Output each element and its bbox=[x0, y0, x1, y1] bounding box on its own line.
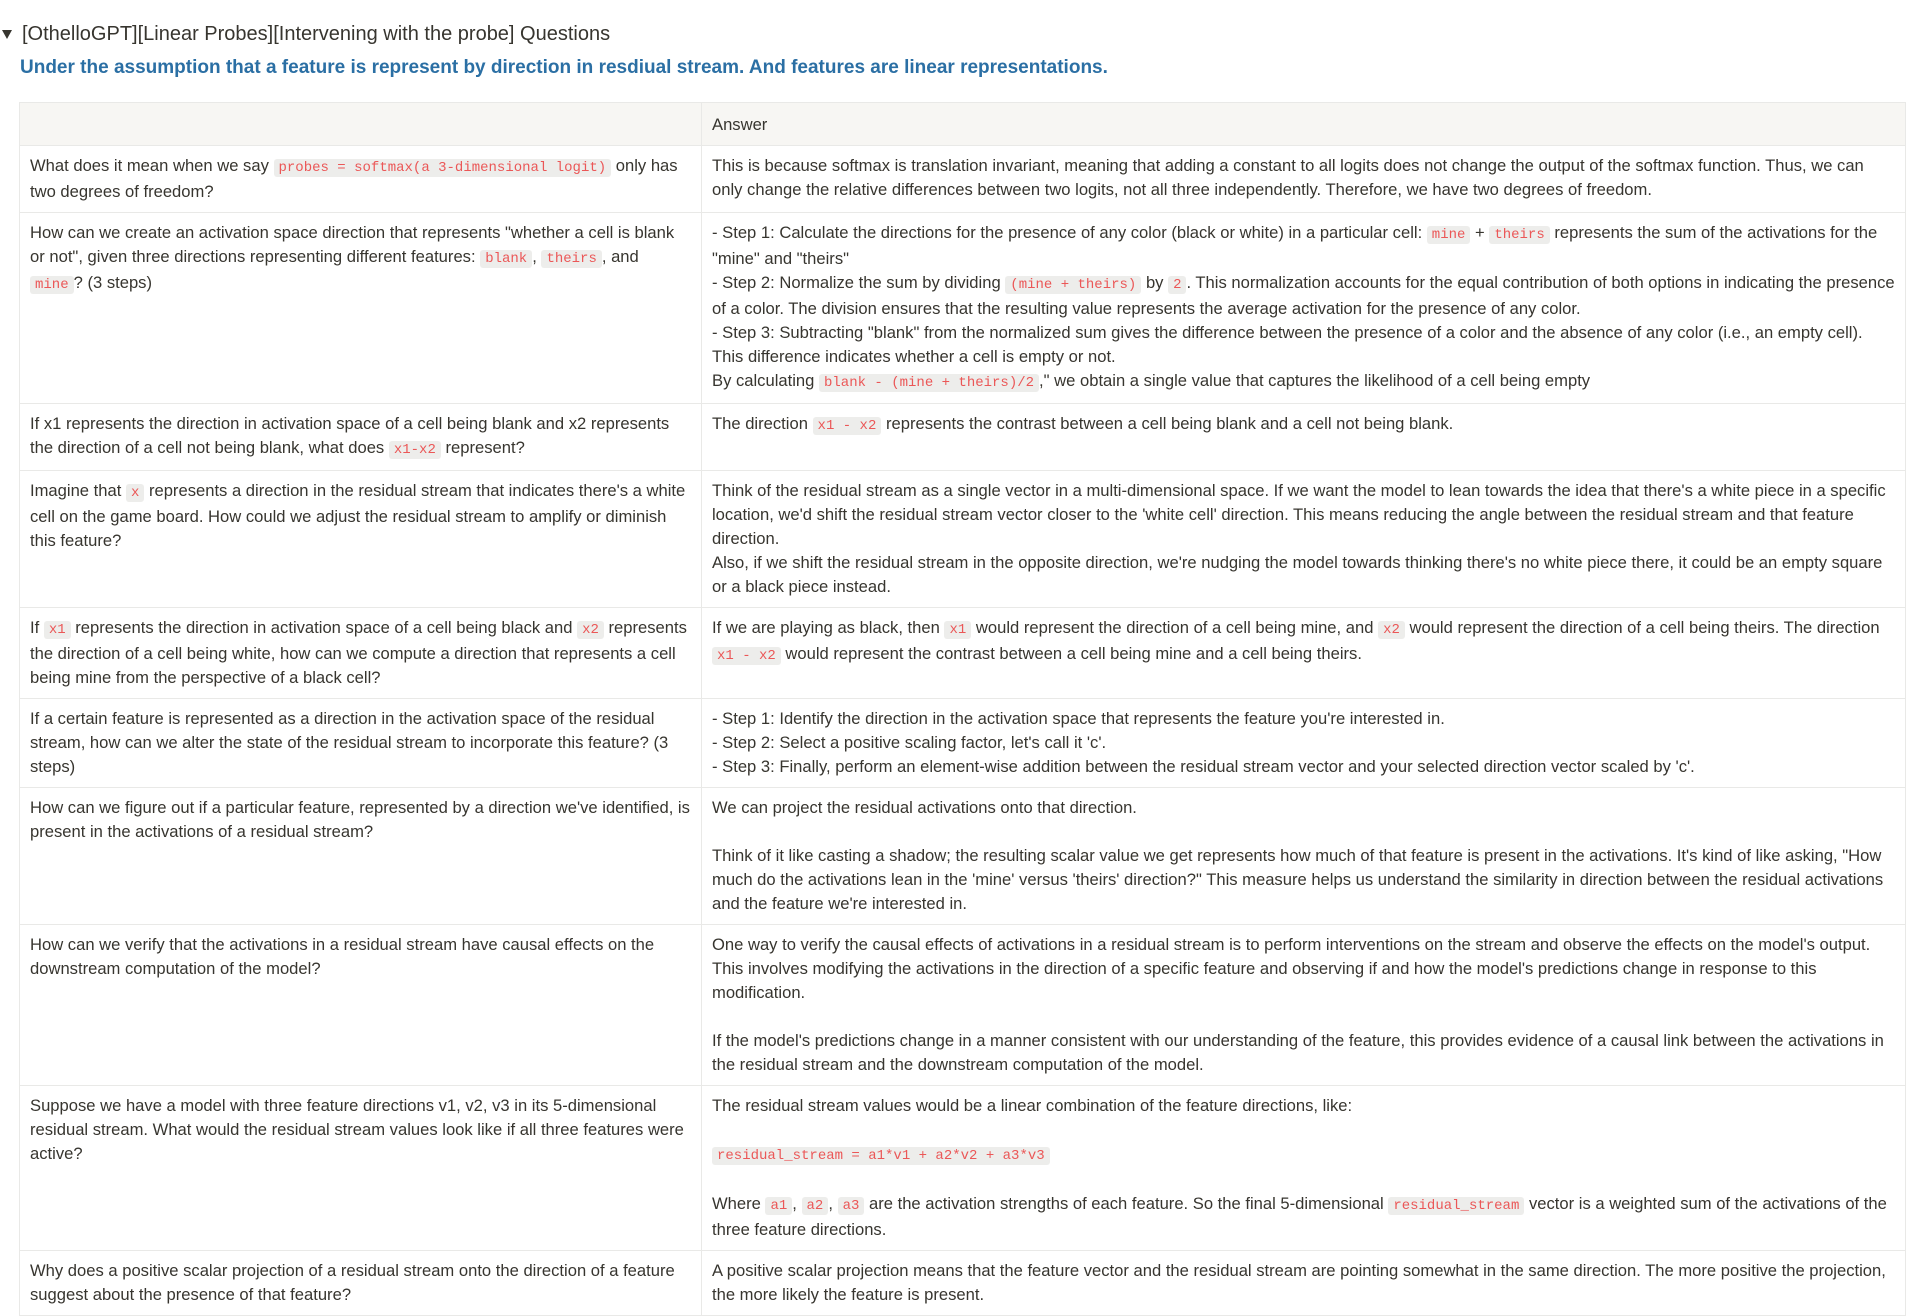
inline-code: x bbox=[126, 484, 144, 502]
answer-line: Think of it like casting a shadow; the resulting scalar value we get represents how much of that feature is present in the activations. It's kind of like asking, "How much do the activations lean in the 'mine' versus 'theirs' direction?" This measure helps us understand the similarity in direction between the residual activations and the feature we're interested in. bbox=[712, 846, 1884, 913]
blank-line bbox=[712, 820, 1895, 844]
inline-code: a2 bbox=[802, 1197, 829, 1215]
table-row bbox=[20, 788, 1906, 925]
answer-cell[interactable] bbox=[702, 1086, 1906, 1251]
inline-code: a1 bbox=[765, 1197, 792, 1215]
inline-code: 2 bbox=[1168, 276, 1186, 294]
table-row bbox=[20, 146, 1906, 213]
inline-code: mine bbox=[1427, 226, 1471, 244]
table-row bbox=[20, 1251, 1906, 1316]
question-cell[interactable]: Imagine that x represents a direction in the residual stream that indicates there's a white cell on the game board. How could we adjust the residual stream to amplify or diminish this feature? bbox=[20, 471, 702, 608]
blank-line bbox=[712, 1118, 1895, 1142]
answer-cell[interactable]: The direction x1 - x2 represents the contrast between a cell being blank and a cell not being blank. bbox=[702, 404, 1906, 471]
inline-code: probes = softmax(a 3-dimensional logit) bbox=[274, 159, 612, 177]
table-header-row bbox=[20, 103, 1906, 146]
answer-line: Think of the residual stream as a single vector in a multi-dimensional space. If we want the model to lean towards the idea that there's a white piece in a specific location, we'd shift the residual stream vector closer to the 'white cell' direction. This means reducing the angle between the residual stream and that feature direction. bbox=[712, 481, 1886, 548]
inline-code: x1-x2 bbox=[389, 441, 441, 459]
question-cell[interactable]: Suppose we have a model with three feature directions v1, v2, v3 in its 5-dimensional residual stream. What would the residual stream values look like if all three features were active? bbox=[20, 1086, 702, 1251]
answer-line: The residual stream values would be a linear combination of the feature directions, like: bbox=[712, 1096, 1353, 1115]
inline-code: (mine + theirs) bbox=[1005, 276, 1141, 294]
inline-code: x1 - x2 bbox=[712, 647, 781, 665]
answer-cell[interactable] bbox=[702, 699, 1906, 788]
inline-code: theirs bbox=[541, 250, 601, 268]
table-row bbox=[20, 608, 1906, 699]
answer-cell[interactable] bbox=[702, 788, 1906, 925]
answer-line: - Step 3: Subtracting "blank" from the normalized sum gives the difference between the presence of a color and the absence of any color (i.e., an empty cell). This difference indicates whether a cell is empty or not. bbox=[712, 323, 1863, 366]
answer-cell[interactable] bbox=[702, 925, 1906, 1086]
inline-code: residual_stream bbox=[1388, 1197, 1524, 1215]
inline-code: residual_stream = a1*v1 + a2*v2 + a3*v3 bbox=[712, 1147, 1050, 1165]
inline-code: blank bbox=[480, 250, 532, 268]
answer-line: - Step 2: Normalize the sum by dividing (mine + theirs) by 2 . This normalization accounts for the equal contribution of both options in indicating the presence of a color. The division ensures that the resulting value represents the average activation for the presence of any color. bbox=[712, 273, 1895, 318]
table-row bbox=[20, 404, 1906, 471]
table-row bbox=[20, 213, 1906, 404]
subtitle: Under the assumption that a feature is represent by direction in resdiual stream. And features are linear representations. bbox=[20, 57, 1108, 78]
toggle-block[interactable] bbox=[0, 18, 610, 50]
inline-code: blank - (mine + theirs)/2 bbox=[819, 374, 1039, 392]
question-cell[interactable]: If a certain feature is represented as a direction in the activation space of the residual stream, how can we alter the state of the residual stream to incorporate this feature? (3 steps) bbox=[20, 699, 702, 788]
table-row bbox=[20, 1086, 1906, 1251]
inline-code: mine bbox=[30, 276, 74, 294]
answer-line: Also, if we shift the residual stream in the opposite direction, we're nudging the model towards thinking there's no white piece there, it could be an empty square or a black piece instead. bbox=[712, 553, 1883, 596]
page-title: [OthelloGPT][Linear Probes][Intervening with the probe] Questions bbox=[22, 22, 611, 45]
header-question[interactable] bbox=[20, 103, 702, 146]
answer-line: If the model's predictions change in a manner consistent with our understanding of the feature, this provides evidence of a causal link between the activations in the residual stream and the downstream computation of the model. bbox=[712, 1031, 1884, 1074]
question-cell[interactable]: How can we figure out if a particular feature, represented by a direction we've identified, is present in the activations of a residual stream? bbox=[20, 788, 702, 925]
inline-code: x1 bbox=[44, 621, 71, 639]
header-answer[interactable]: Answer bbox=[702, 103, 1906, 146]
qa-table bbox=[19, 102, 1906, 1316]
answer-line: - Step 2: Select a positive scaling factor, let's call it 'c'. bbox=[712, 733, 1107, 752]
answer-cell[interactable]: This is because softmax is translation invariant, meaning that adding a constant to all logits does not change the output of the softmax function. Thus, we can only change the relative differences between two logits, not all three independently. Therefore, we have two degrees of freedom. bbox=[702, 146, 1906, 213]
inline-code: x1 bbox=[944, 621, 971, 639]
answer-cell[interactable] bbox=[702, 213, 1906, 404]
answer-cell[interactable]: If we are playing as black, then x1 would represent the direction of a cell being mine, and x2 would represent the direction of a cell being theirs. The direction x1 - x2 would represent the contrast between a cell being mine and a cell being theirs. bbox=[702, 608, 1906, 699]
answer-line: - Step 1: Identify the direction in the activation space that represents the feature you're interested in. bbox=[712, 709, 1445, 728]
blank-line bbox=[712, 1005, 1895, 1029]
answer-line: Where a1 , a2 , a3 are the activation strengths of each feature. So the final 5-dimensional residual_stream vector is a weighted sum of the activations of the three feature directions. bbox=[712, 1194, 1887, 1239]
inline-code: a3 bbox=[838, 1197, 865, 1215]
inline-code: x1 - x2 bbox=[813, 417, 882, 435]
inline-code: x2 bbox=[577, 621, 604, 639]
answer-cell[interactable]: A positive scalar projection means that the feature vector and the residual stream are pointing somewhat in the same direction. The more positive the projection, the more likely the feature is present. bbox=[702, 1251, 1906, 1316]
question-cell[interactable]: If x1 represents the direction in activation space of a cell being black and x2 represents the direction of a cell being white, how can we compute a direction that represents a cell being mine from the perspective of a black cell? bbox=[20, 608, 702, 699]
caret-down-icon[interactable] bbox=[2, 30, 12, 39]
blank-line bbox=[712, 1168, 1895, 1192]
answer-cell[interactable] bbox=[702, 471, 1906, 608]
table-row bbox=[20, 925, 1906, 1086]
question-cell[interactable]: What does it mean when we say probes = softmax(a 3-dimensional logit) only has two degrees of freedom? bbox=[20, 146, 702, 213]
inline-code: theirs bbox=[1489, 226, 1549, 244]
answer-line: By calculating blank - (mine + theirs)/2 ," we obtain a single value that captures the likelihood of a cell being empty bbox=[712, 371, 1591, 391]
question-cell[interactable]: How can we verify that the activations in a residual stream have causal effects on the downstream computation of the model? bbox=[20, 925, 702, 1086]
answer-line: - Step 3: Finally, perform an element-wise addition between the residual stream vector and your selected direction vector scaled by 'c'. bbox=[712, 757, 1695, 776]
question-cell[interactable]: Why does a positive scalar projection of a residual stream onto the direction of a feature suggest about the presence of that feature? bbox=[20, 1251, 702, 1316]
answer-line bbox=[712, 1142, 1895, 1168]
answer-line: We can project the residual activations onto that direction. bbox=[712, 798, 1137, 817]
question-cell[interactable]: If x1 represents the direction in activation space of a cell being blank and x2 represents the direction of a cell not being blank, what does x1-x2 represent? bbox=[20, 404, 702, 471]
question-cell[interactable]: How can we create an activation space direction that represents "whether a cell is blank or not", given three directions representing different features: blank , theirs , and mine ? (3 steps) bbox=[20, 213, 702, 404]
answer-line: - Step 1: Calculate the directions for the presence of any color (black or white) in a particular cell: mine + theirs represents the sum of the activations for the "mine" and "theirs" bbox=[712, 223, 1878, 268]
table-row bbox=[20, 699, 1906, 788]
answer-line: One way to verify the causal effects of activations in a residual stream is to perform interventions on the stream and observe the effects on the model's output. This involves modifying the activations in the direction of a specific feature and observing if and how the model's predictions change in response to this modification. bbox=[712, 935, 1871, 1002]
inline-code: x2 bbox=[1378, 621, 1405, 639]
table-row bbox=[20, 471, 1906, 608]
